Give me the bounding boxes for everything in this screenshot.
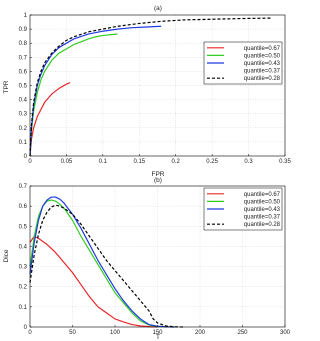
chart-b: [3, 177, 291, 341]
y-tick-label: 0.3: [18, 264, 27, 271]
x-tick-label: 300: [279, 330, 291, 336]
legend-label: quantile=0.67: [243, 191, 280, 198]
chart-a-ylabel: TPR: [3, 80, 10, 94]
y-tick-label: 0.3: [18, 111, 27, 118]
chart-a: [3, 5, 291, 178]
chart-b-ylabel: Dice: [3, 249, 10, 263]
chart-b-title: (b): [154, 177, 162, 184]
chart-a-series: [30, 18, 270, 156]
y-tick-label: 0: [23, 325, 27, 331]
y-tick-label: 0.8: [18, 41, 27, 48]
x-tick-label: 0.35: [279, 159, 291, 165]
chart-a-grid: [30, 15, 285, 156]
series-line-1: [30, 236, 158, 327]
legend-label: quantile=0.67: [243, 45, 280, 52]
x-tick-label: 50: [69, 330, 76, 336]
x-tick-label: 100: [109, 330, 121, 336]
x-tick-label: 0.1: [98, 159, 108, 165]
legend-label: quantile=0.50: [243, 199, 280, 206]
series-line-5: [30, 18, 270, 156]
y-tick-label: 0.1: [18, 304, 27, 311]
x-tick-label: 0: [28, 159, 32, 165]
x-tick-label: 0: [28, 330, 32, 336]
x-tick-label: 150: [152, 330, 163, 336]
y-tick-label: 0.2: [18, 284, 27, 291]
y-tick-label: 0.9: [18, 27, 27, 34]
y-tick-label: 0.1: [18, 139, 27, 146]
y-tick-label: 1: [23, 13, 27, 19]
chart-b-series: [30, 197, 183, 327]
chart-a-legend: [204, 42, 282, 84]
y-tick-label: 0.5: [18, 83, 27, 90]
chart-a-xlabel: FPR: [151, 171, 165, 178]
y-tick-label: 0.6: [18, 69, 27, 76]
legend-label: quantile=0.37: [243, 68, 280, 75]
legend-label: quantile=0.28: [243, 76, 280, 83]
x-tick-label: 250: [237, 330, 248, 336]
x-tick-label: 0.25: [206, 159, 218, 165]
series-line-5: [30, 205, 183, 327]
series-line-3: [30, 26, 161, 156]
series-line-3: [30, 197, 175, 327]
y-tick-label: 0: [23, 154, 27, 160]
legend-label: quantile=0.50: [243, 53, 280, 60]
y-tick-label: 0.5: [18, 224, 27, 231]
legend-label: quantile=0.43: [243, 207, 280, 213]
y-tick-label: 0.7: [18, 55, 27, 62]
x-tick-label: 0.2: [171, 159, 180, 165]
legend-label: quantile=0.28: [243, 222, 280, 229]
y-tick-label: 0.7: [18, 184, 27, 190]
chart-a-ticks: [19, 13, 292, 165]
legend-label: quantile=0.37: [243, 214, 280, 221]
x-tick-label: 0.15: [133, 159, 146, 165]
chart-b-xlabel: T: [156, 334, 160, 341]
x-tick-label: 0.3: [244, 159, 253, 165]
chart-b-legend: [204, 188, 282, 230]
x-tick-label: 0.05: [60, 159, 73, 165]
y-tick-label: 0.4: [18, 244, 27, 251]
series-line-2: [30, 200, 175, 327]
chart-a-title: (a): [154, 5, 162, 12]
series-line-2: [30, 34, 117, 156]
y-tick-label: 0.4: [18, 97, 27, 104]
legend-label: quantile=0.43: [243, 61, 280, 67]
x-tick-label: 200: [194, 330, 206, 336]
y-tick-label: 0.6: [18, 204, 27, 211]
y-tick-label: 0.2: [18, 125, 27, 132]
